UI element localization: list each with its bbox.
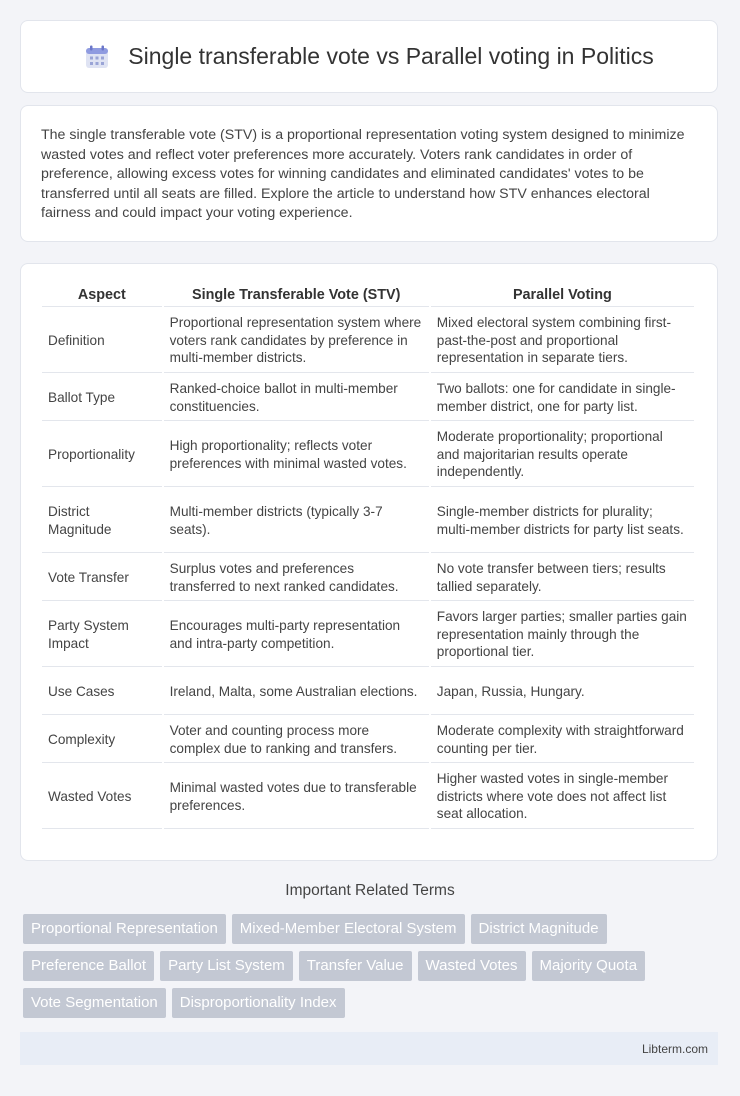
- header-stv: Single Transferable Vote (STV): [164, 284, 429, 307]
- tag-transfer-value[interactable]: Transfer Value: [299, 951, 412, 981]
- row-stv: High proportionality; reflects voter preferences with minimal wasted votes.: [164, 423, 429, 487]
- tag-majority-quota[interactable]: Majority Quota: [532, 951, 646, 981]
- row-stv: Minimal wasted votes due to transferable preferences.: [164, 765, 429, 829]
- row-aspect: District Magnitude: [42, 489, 162, 553]
- row-stv: Ranked-choice ballot in multi-member constituencies.: [164, 375, 429, 421]
- tag-preference-ballot[interactable]: Preference Ballot: [23, 951, 154, 981]
- row-aspect: Definition: [42, 309, 162, 373]
- row-aspect: Proportionality: [42, 423, 162, 487]
- comparison-card: [20, 263, 718, 861]
- related-terms-title: Important Related Terms: [285, 882, 455, 899]
- row-aspect: Vote Transfer: [42, 555, 162, 601]
- page-title: Single transferable vote vs Parallel voting in Politics: [128, 43, 654, 69]
- row-aspect: Complexity: [42, 717, 162, 763]
- row-aspect: Party System Impact: [42, 603, 162, 667]
- table-row: [42, 375, 694, 421]
- table-row: [42, 717, 694, 763]
- row-parallel: Higher wasted votes in single-member districts where vote does not affect list seat allocation.: [431, 765, 694, 829]
- tag-wasted-votes[interactable]: Wasted Votes: [418, 951, 526, 981]
- row-parallel: Japan, Russia, Hungary.: [431, 669, 694, 715]
- table-row: [42, 669, 694, 715]
- row-stv: Ireland, Malta, some Australian elections.: [164, 669, 429, 715]
- intro-paragraph: The single transferable vote (STV) is a proportional representation voting system designed to minimize wasted votes and reflect voter preferences more accurately. Voters rank candidates in order of preference, allowing excess votes for winning candidates and eliminated candidates' votes to be transferred until all seats are filled. Explore the article to understand how STV enhances electoral fairness and could impact your voting experience.: [41, 127, 685, 222]
- row-stv: Voter and counting process more complex due to ranking and transfers.: [164, 717, 429, 763]
- tag-proportional-representation[interactable]: Proportional Representation: [23, 914, 226, 944]
- calendar-grid-icon: [84, 44, 110, 70]
- header: [84, 43, 653, 70]
- row-stv: Surplus votes and preferences transferred to next ranked candidates.: [164, 555, 429, 601]
- table-row: [42, 603, 694, 667]
- table-row: [42, 309, 694, 373]
- tag-disproportionality-index[interactable]: Disproportionality Index: [172, 988, 345, 1018]
- related-terms-tags: [23, 914, 713, 1018]
- table-row: [42, 555, 694, 601]
- row-parallel: Two ballots: one for candidate in single-member district, one for party list.: [431, 375, 694, 421]
- tag-district-magnitude[interactable]: District Magnitude: [471, 914, 607, 944]
- row-parallel: Moderate proportionality; proportional and majoritarian results operate independently.: [431, 423, 694, 487]
- intro-card: [20, 105, 718, 242]
- row-parallel: Mixed electoral system combining first-past-the-post and proportional representation in separate tiers.: [431, 309, 694, 373]
- row-parallel: No vote transfer between tiers; results tallied separately.: [431, 555, 694, 601]
- row-parallel: Favors larger parties; smaller parties gain representation mainly through the proportional tier.: [431, 603, 694, 667]
- row-aspect: Use Cases: [42, 669, 162, 715]
- footer: [20, 1032, 718, 1065]
- tag-vote-segmentation[interactable]: Vote Segmentation: [23, 988, 166, 1018]
- row-parallel: Moderate complexity with straightforward counting per tier.: [431, 717, 694, 763]
- tag-party-list-system[interactable]: Party List System: [160, 951, 293, 981]
- footer-brand-link[interactable]: Libterm.com: [641, 1041, 708, 1056]
- row-aspect: Ballot Type: [42, 375, 162, 421]
- tag-mixed-member-electoral-system[interactable]: Mixed-Member Electoral System: [232, 914, 465, 944]
- row-aspect: Wasted Votes: [42, 765, 162, 829]
- header-aspect: Aspect: [42, 284, 162, 307]
- row-stv: Proportional representation system where voters rank candidates by preference in multi-member districts.: [164, 309, 429, 373]
- row-parallel: Single-member districts for plurality; multi-member districts for party list seats.: [431, 489, 694, 553]
- table-header-row: [42, 284, 694, 307]
- comparison-table: [40, 282, 696, 831]
- table-row: [42, 423, 694, 487]
- header-card: [20, 20, 718, 93]
- table-row: [42, 765, 694, 829]
- row-stv: Multi-member districts (typically 3-7 seats).: [164, 489, 429, 553]
- header-parallel: Parallel Voting: [431, 284, 694, 307]
- table-row: [42, 489, 694, 553]
- row-stv: Encourages multi-party representation and intra-party competition.: [164, 603, 429, 667]
